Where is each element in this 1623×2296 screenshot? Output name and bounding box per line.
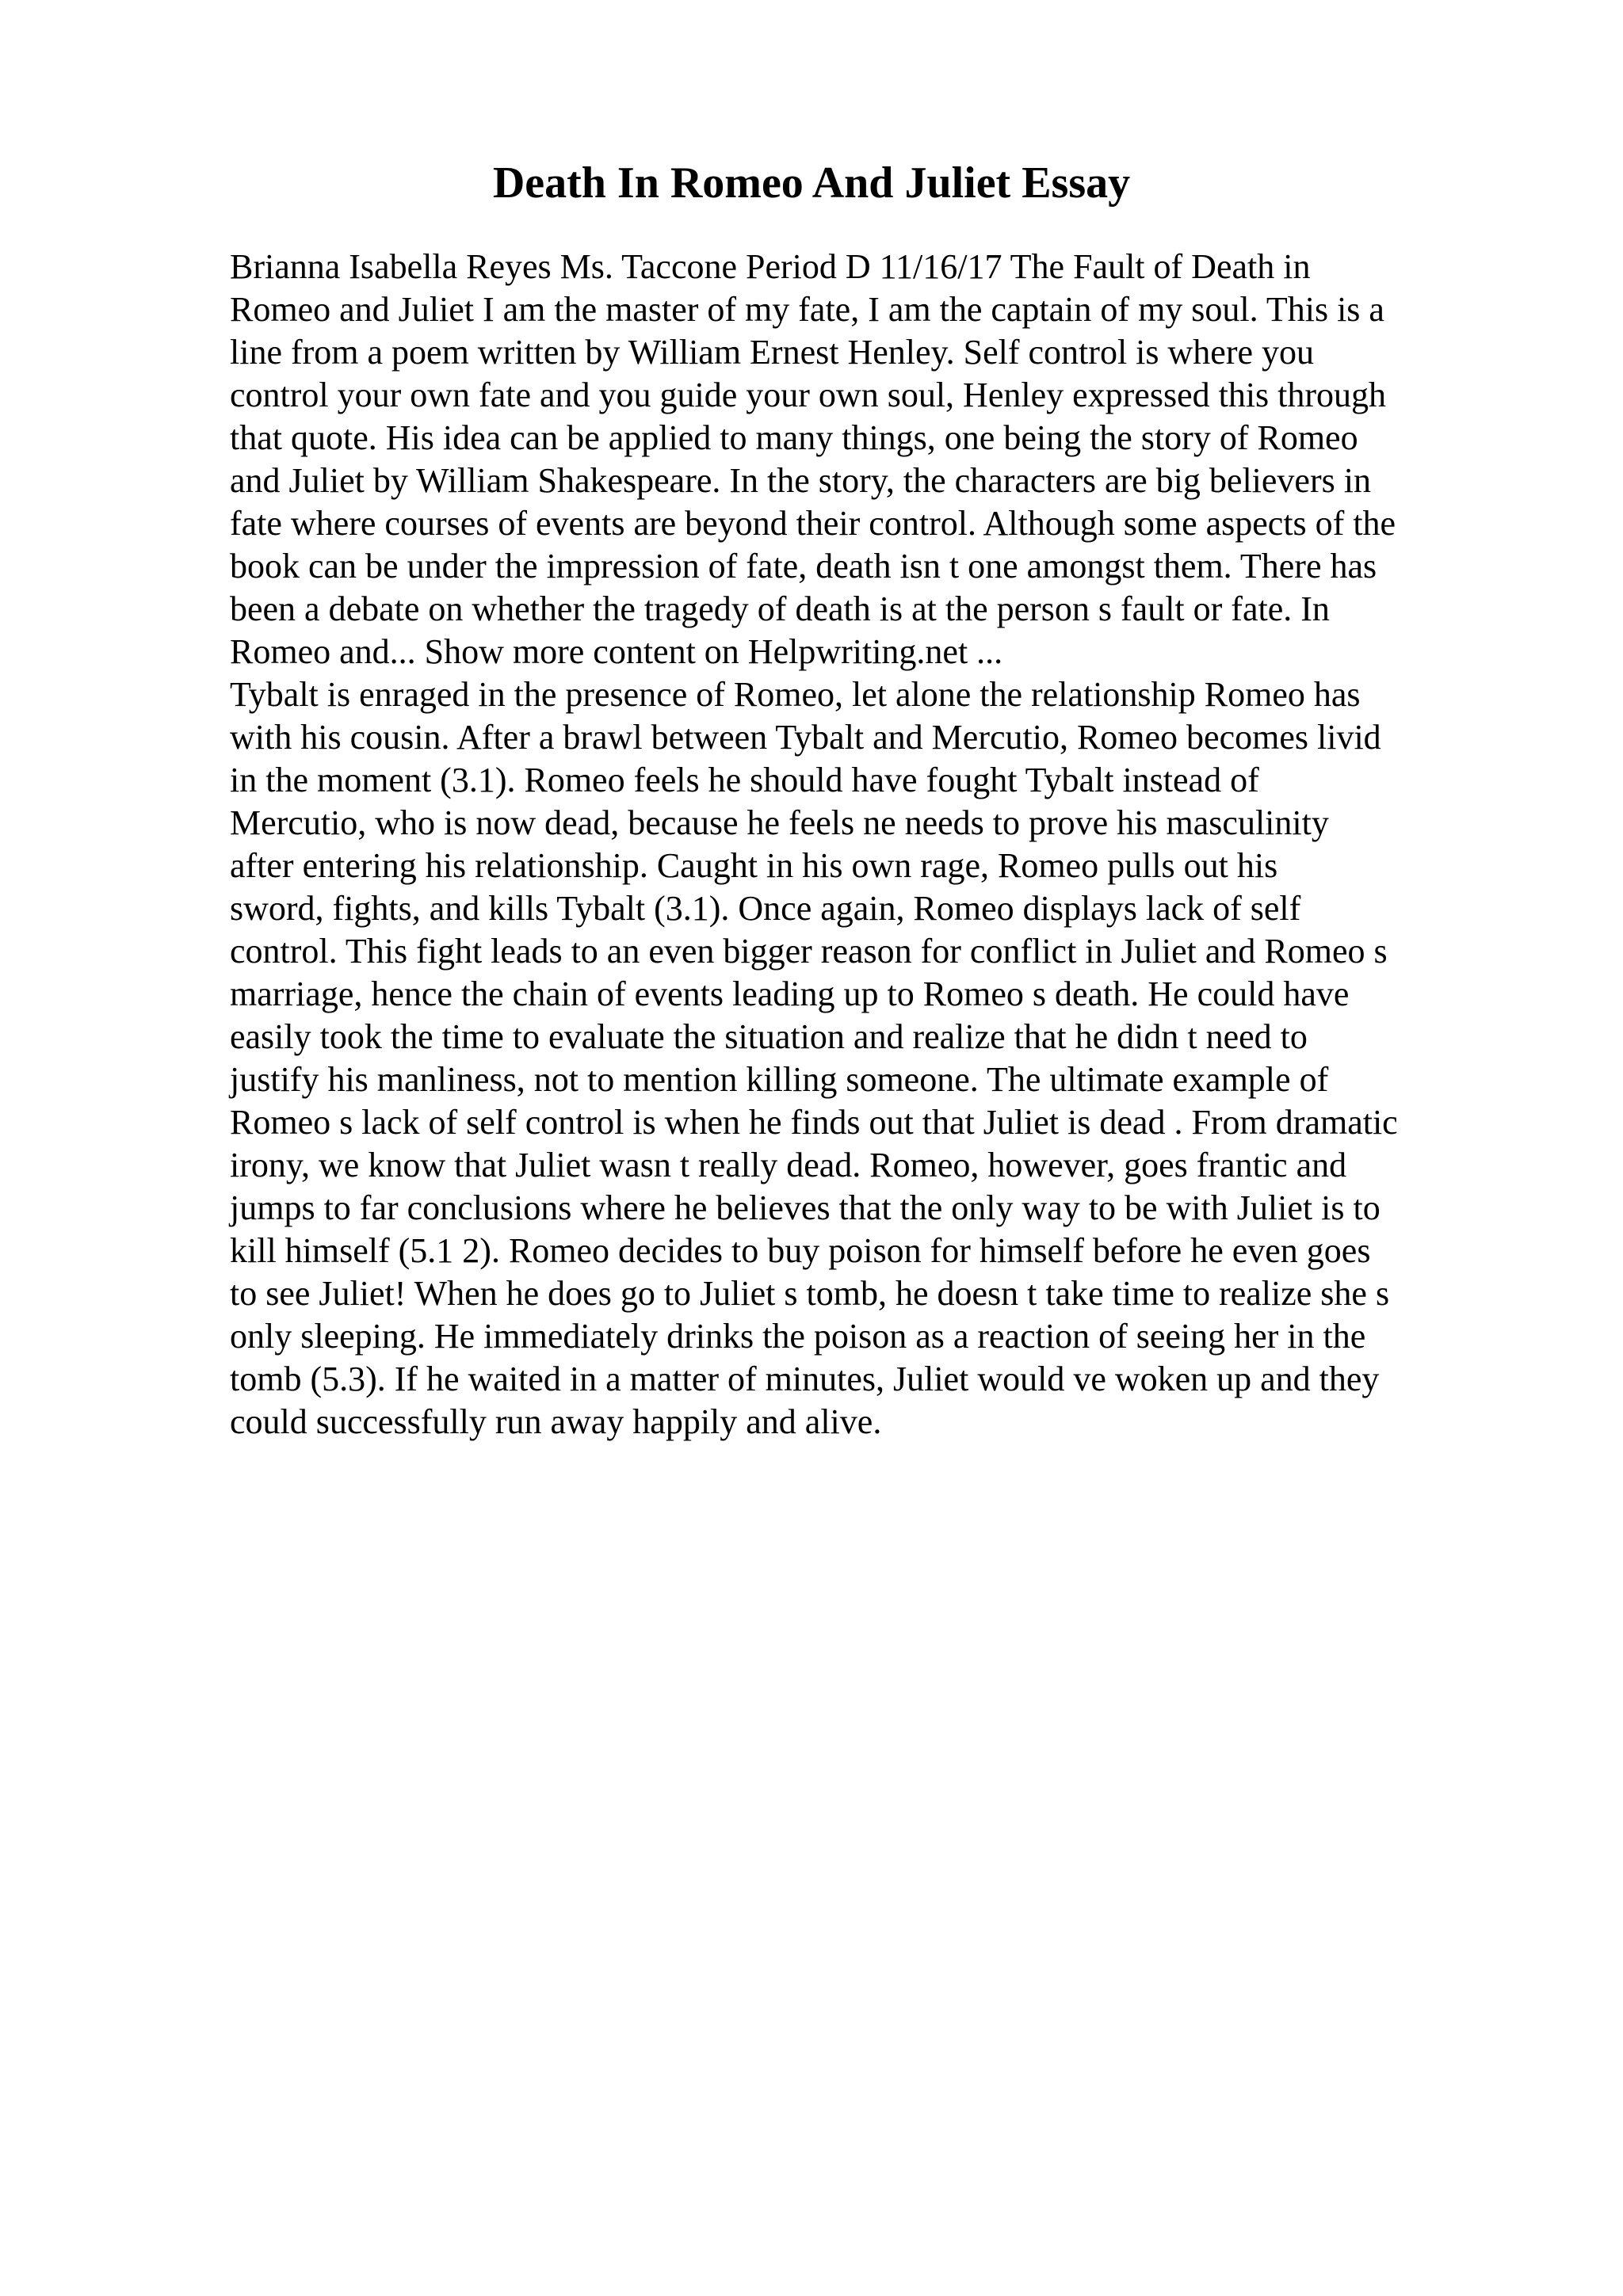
text-line: irony, we know that Juliet wasn t really dead. Romeo, however, goes frantic and — [230, 1146, 1347, 1184]
text-line: could successfully run away happily and alive. — [230, 1402, 882, 1441]
text-line: control your own fate and you guide your own soul, Henley expressed this through — [230, 376, 1387, 414]
text-line: Brianna Isabella Reyes Ms. Taccone Period D 11/16/17 The Fault of Death in — [230, 247, 1311, 286]
text-line: sword, fights, and kills Tybalt (3.1). Once again, Romeo displays lack of self — [230, 889, 1301, 928]
text-line: line from a poem written by William Ernest Henley. Self control is where you — [230, 333, 1314, 372]
text-line: after entering his relationship. Caught in his own rage, Romeo pulls out his — [230, 846, 1278, 885]
text-line: easily took the time to evaluate the situation and realize that he didn t need to — [230, 1017, 1308, 1056]
text-line: Romeo and... Show more content on Helpwriting.net ... — [230, 632, 1003, 671]
text-line: tomb (5.3). If he waited in a matter of minutes, Juliet would ve woken up and they — [230, 1360, 1380, 1398]
text-line: only sleeping. He immediately drinks the poison as a reaction of seeing her in the — [230, 1317, 1366, 1356]
text-line: that quote. His idea can be applied to many things, one being the story of Romeo — [230, 418, 1358, 457]
text-line: Mercutio, who is now dead, because he feels ne needs to prove his masculinity — [230, 803, 1329, 842]
text-line: in the moment (3.1). Romeo feels he should have fought Tybalt instead of — [230, 761, 1259, 799]
text-line: Tybalt is enraged in the presence of Romeo, let alone the relationship Romeo has — [230, 675, 1361, 714]
text-line: Romeo and Juliet I am the master of my fate, I am the captain of my soul. This is a — [230, 290, 1384, 329]
essay-body — [230, 246, 1482, 1444]
text-line: and Juliet by William Shakespeare. In the story, the characters are big believers in — [230, 461, 1371, 500]
text-line: been a debate on whether the tragedy of death is at the person s fault or fate. In — [230, 589, 1330, 628]
text-line: justify his manliness, not to mention killing someone. The ultimate example of — [230, 1060, 1329, 1099]
text-line: kill himself (5.1 2). Romeo decides to buy poison for himself before he even goes — [230, 1231, 1371, 1270]
text-line: book can be under the impression of fate, death isn t one amongst them. There has — [230, 547, 1377, 585]
text-line: control. This fight leads to an even bigger reason for conflict in Juliet and Romeo s — [230, 932, 1388, 971]
text-line: fate where courses of events are beyond their control. Although some aspects of the — [230, 504, 1396, 543]
text-line: Romeo s lack of self control is when he finds out that Juliet is dead . From dramatic — [230, 1103, 1398, 1142]
text-line: with his cousin. After a brawl between Tybalt and Mercutio, Romeo becomes livid — [230, 718, 1381, 757]
text-line: to see Juliet! When he does go to Juliet s tomb, he doesn t take time to realize she s — [230, 1274, 1390, 1313]
document-title: Death In Romeo And Juliet Essay — [492, 158, 1131, 208]
text-line: marriage, hence the chain of events leading up to Romeo s death. He could have — [230, 974, 1350, 1013]
text-line: jumps to far conclusions where he believes that the only way to be with Juliet is to — [230, 1188, 1381, 1227]
